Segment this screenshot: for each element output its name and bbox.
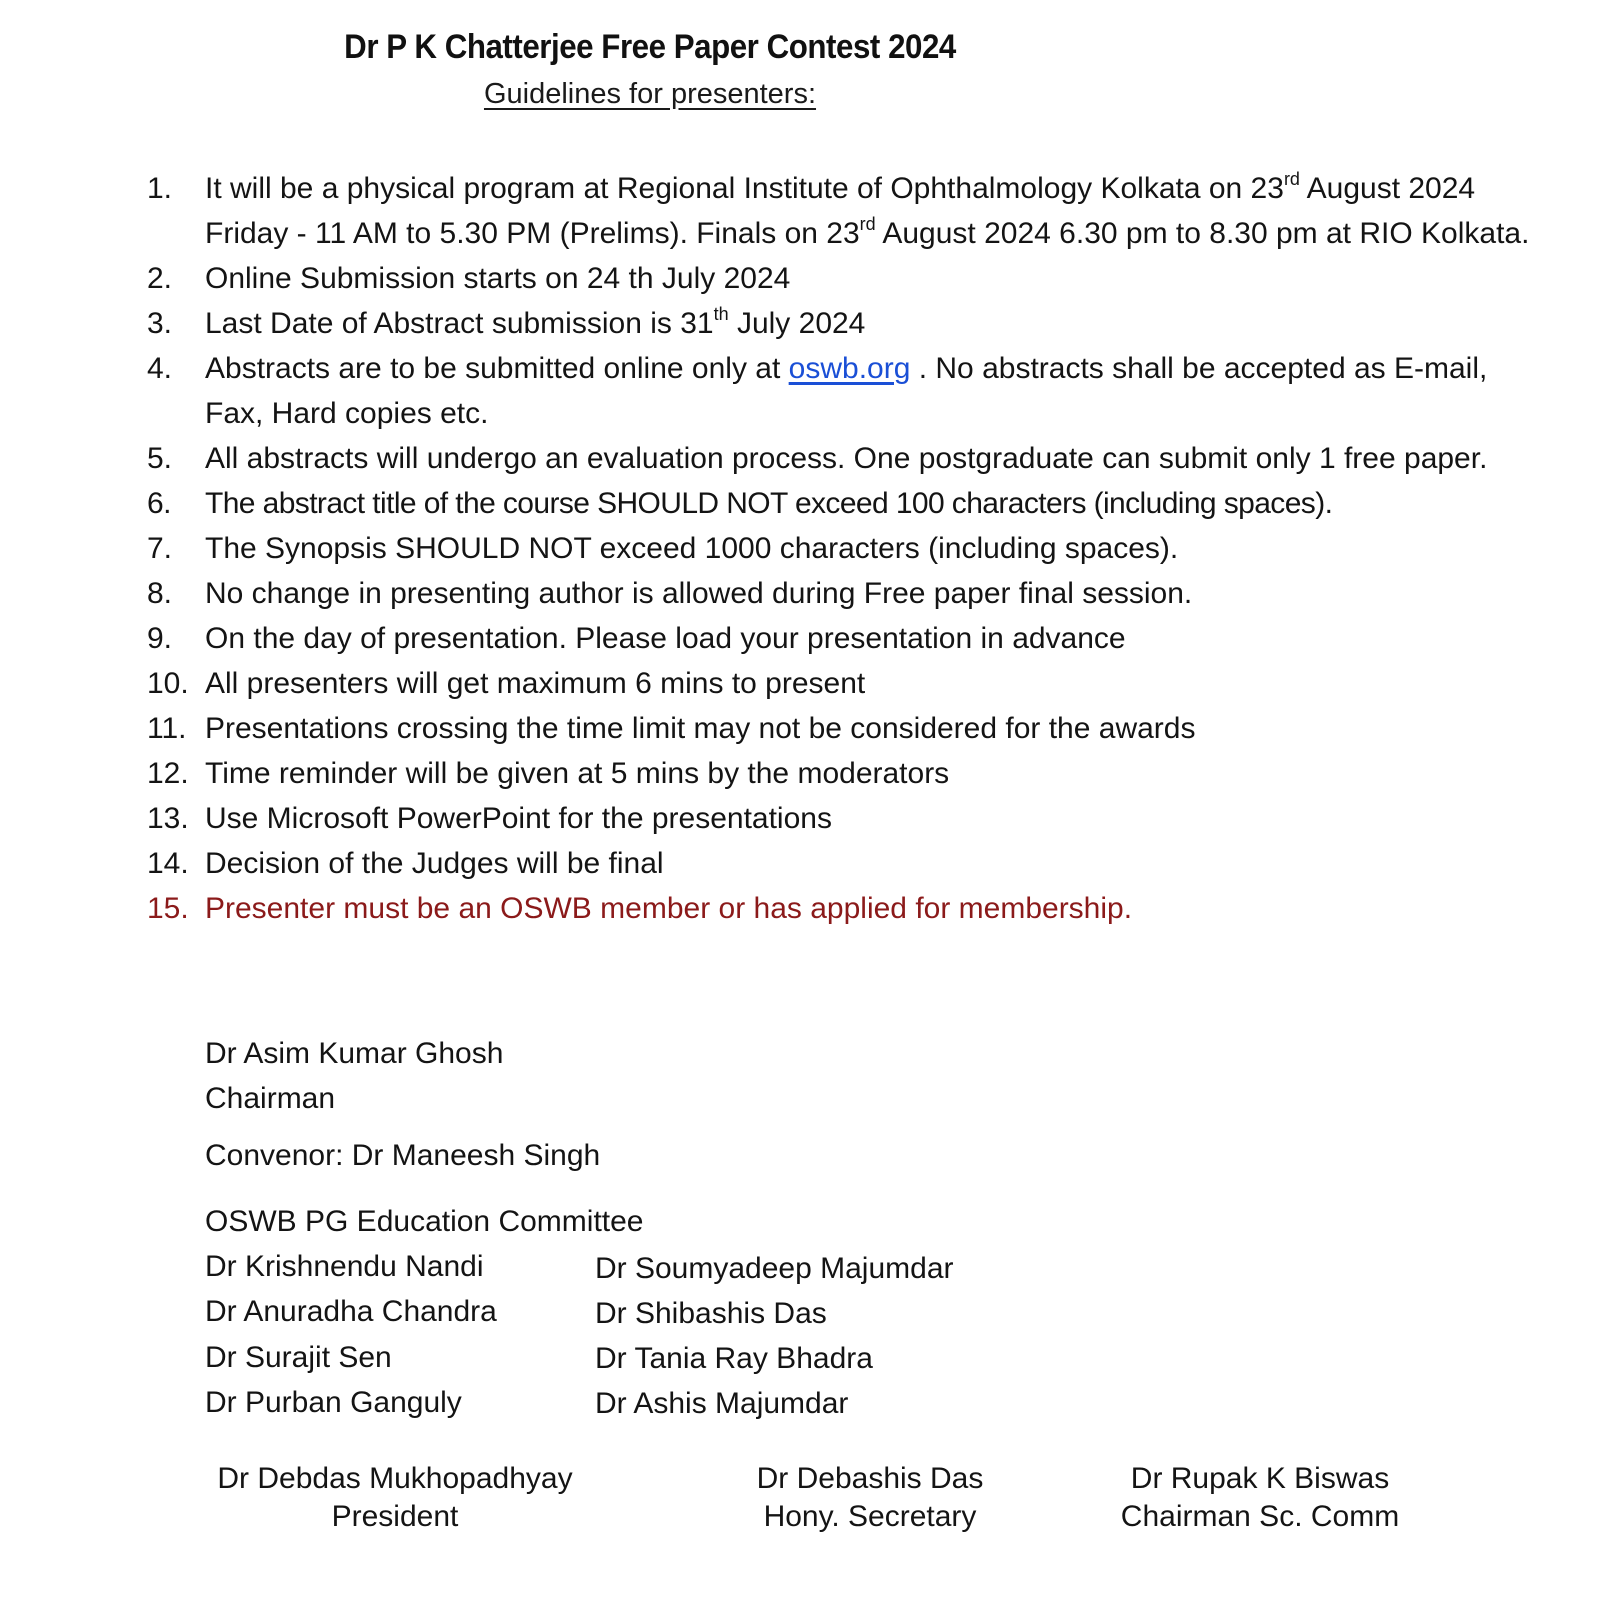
committee-member: Dr Ashis Majumdar (595, 1387, 849, 1420)
guideline-text: Last Date of Abstract submission is 31 (205, 307, 714, 340)
signatory-scientific-chairman (1080, 1460, 1440, 1536)
guideline-text: August 2024 6.30 pm to 8.30 pm at RIO Kolkata. (875, 217, 1530, 250)
guideline-number: 6. (147, 487, 171, 520)
ordinal-suffix: rd (859, 214, 876, 234)
guideline-text: Decision of the Judges will be final (205, 847, 664, 880)
document-subtitle: Guidelines for presenters: (483, 78, 817, 110)
guideline-text: Online Submission starts on 24 th July 2024 (205, 262, 791, 295)
guideline-text: On the day of presentation. Please load your presentation in advance (205, 622, 1126, 655)
guideline-number: 5. (147, 442, 173, 475)
guideline-item-10 (0, 661, 1598, 706)
signatory-name: Dr Debashis Das (756, 1462, 984, 1495)
signatory-name: Dr Debdas Mukhopadhyay (217, 1462, 573, 1495)
guideline-item-12 (0, 751, 1598, 796)
guideline-text: The Synopsis SHOULD NOT exceed 1000 characters (including spaces). (205, 532, 1179, 565)
committee-member: Dr Soumyadeep Majumdar (595, 1252, 954, 1285)
guideline-number: 2. (147, 262, 173, 295)
guideline-number: 4. (147, 352, 173, 385)
guideline-item-8 (0, 571, 1598, 616)
guideline-text: All presenters will get maximum 6 mins to present (205, 667, 866, 700)
guideline-number: 12. (147, 757, 189, 790)
oswb-link[interactable]: oswb.org (788, 352, 911, 385)
committee-member: Dr Surajit Sen (205, 1341, 392, 1374)
guideline-number: 7. (147, 532, 173, 565)
committee-member: Dr Krishnendu Nandi (205, 1250, 484, 1283)
ordinal-suffix: th (713, 304, 729, 324)
guideline-number: 8. (147, 577, 173, 610)
signatory-role: President (331, 1500, 459, 1533)
guideline-number: 1. (147, 172, 173, 205)
chairman-role: Chairman (205, 1082, 336, 1115)
guideline-number: 10. (147, 667, 189, 700)
committee-heading: OSWB PG Education Committee (205, 1205, 644, 1238)
guideline-text: No change in presenting author is allowed during Free paper final session. (205, 577, 1193, 610)
guideline-item-15 (0, 886, 1598, 931)
document-title: Dr P K Chatterjee Free Paper Contest 2024 (344, 28, 956, 66)
convenor: Convenor: Dr Maneesh Singh (205, 1139, 601, 1172)
committee-member: Dr Tania Ray Bhadra (595, 1342, 873, 1375)
signatory-role: Hony. Secretary (763, 1500, 977, 1533)
guideline-text: Use Microsoft PowerPoint for the presentations (205, 802, 832, 835)
guideline-item-5 (0, 436, 1598, 481)
guideline-text: Presentations crossing the time limit may not be considered for the awards (205, 712, 1196, 745)
guideline-number: 15. (147, 892, 189, 925)
ordinal-suffix: rd (1283, 169, 1300, 189)
guidelines-list (0, 166, 1598, 931)
guideline-text: Abstracts are to be submitted online only at (205, 352, 789, 385)
guideline-text: July 2024 (728, 307, 866, 340)
guideline-item-13 (0, 796, 1598, 841)
guideline-item-3 (0, 301, 1598, 346)
guideline-item-1 (0, 166, 1598, 256)
guideline-item-11 (0, 706, 1598, 751)
guideline-text: It will be a physical program at Regional Institute of Ophthalmology Kolkata on 23 (205, 172, 1284, 205)
signatory-name: Dr Rupak K Biswas (1130, 1462, 1390, 1495)
signatory-role: Chairman Sc. Comm (1120, 1500, 1400, 1533)
guideline-number: 13. (147, 802, 189, 835)
guideline-item-14 (0, 841, 1598, 886)
committee-member: Dr Purban Ganguly (205, 1386, 462, 1419)
guideline-text: Time reminder will be given at 5 mins by the moderators (205, 757, 950, 790)
committee-member: Dr Shibashis Das (595, 1297, 827, 1330)
guideline-item-4 (0, 346, 1598, 436)
guideline-number: 11. (147, 712, 187, 745)
chairman-name: Dr Asim Kumar Ghosh (205, 1037, 504, 1070)
signatory-secretary (700, 1460, 1040, 1536)
guideline-item-9 (0, 616, 1598, 661)
guideline-text: August 2024 Friday - 11 AM to 5.30 PM (Prelims). Finals on 23 (205, 172, 1476, 250)
guideline-text: Presenter must be an OSWB member or has applied for membership. (205, 892, 1133, 925)
guideline-text: The abstract title of the course SHOULD NOT exceed 100 characters (including spaces). (205, 487, 1333, 520)
guideline-number: 9. (147, 622, 173, 655)
committee-member: Dr Anuradha Chandra (205, 1295, 497, 1328)
signatory-president (170, 1460, 620, 1536)
guideline-item-6 (0, 481, 1598, 526)
guideline-item-7 (0, 526, 1598, 571)
guideline-number: 3. (147, 307, 173, 340)
guideline-item-2 (0, 256, 1598, 301)
guideline-text: All abstracts will undergo an evaluation process. One postgraduate can submit only 1 free paper. (205, 442, 1488, 475)
guideline-text: . No abstracts shall be accepted as E-mail, Fax, Hard copies etc. (205, 352, 1488, 430)
guideline-number: 14. (147, 847, 189, 880)
